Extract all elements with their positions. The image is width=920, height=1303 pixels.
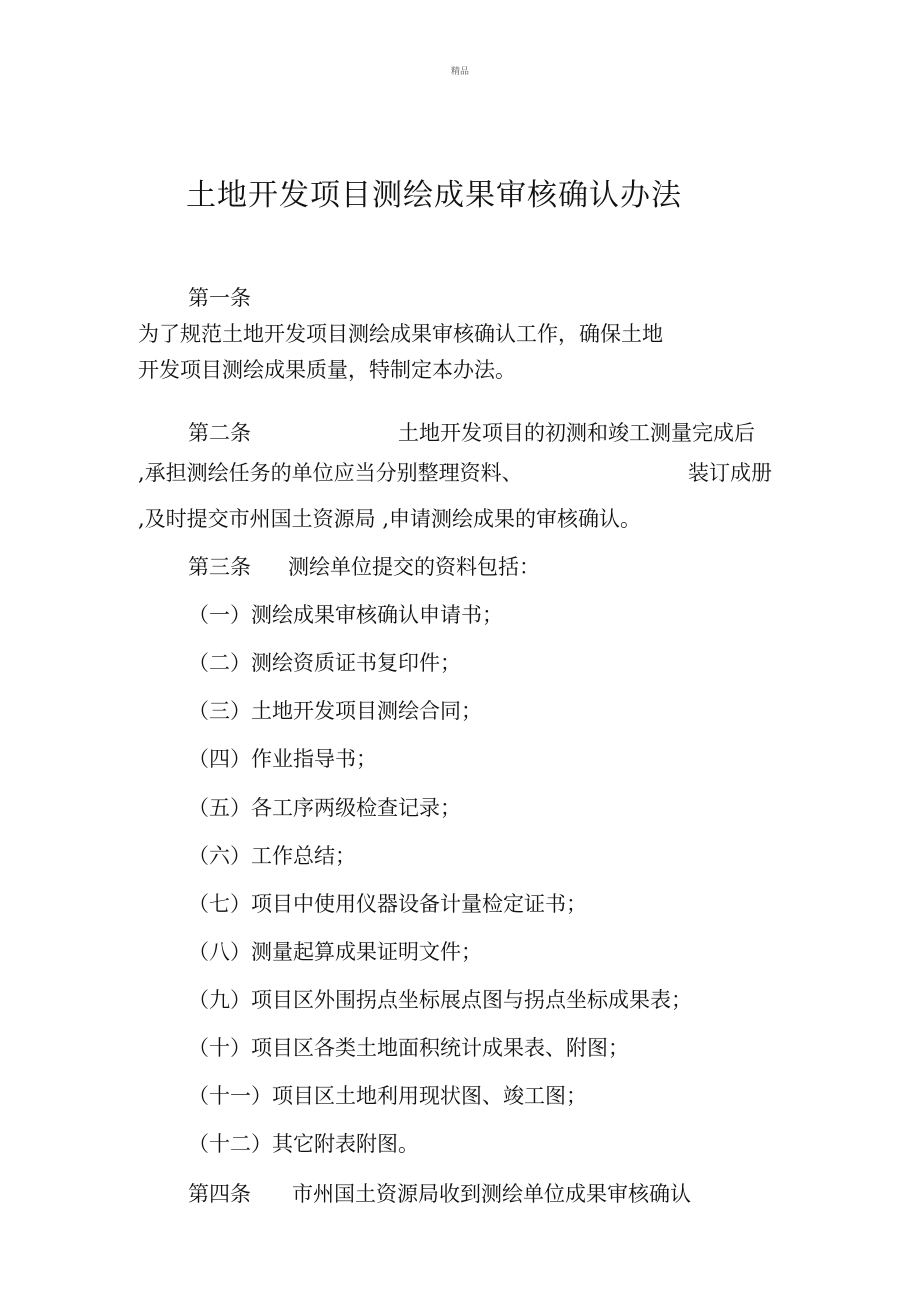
article2-line1: 土地开发项目的初测和竣工测量完成后: [398, 421, 755, 445]
article1-line2: 开发项目测绘成果质量，特制定本办法。: [138, 358, 516, 382]
list-item: （八）测量起算成果证明文件；: [188, 940, 482, 964]
list-item: （二）测绘资质证书复印件；: [188, 651, 461, 675]
article2-heading: 第二条: [188, 421, 251, 445]
article3-intro: 测绘单位提交的资料包括：: [288, 555, 540, 579]
list-item: （一）测绘成果审核确认申请书；: [188, 603, 503, 627]
list-item: （十）项目区各类土地面积统计成果表、附图；: [188, 1036, 629, 1060]
article4-heading: 第四条: [188, 1182, 251, 1206]
list-item: （三）土地开发项目测绘合同；: [188, 699, 482, 723]
list-item: （十二）其它附表附图。: [188, 1132, 419, 1156]
header-mark: 精品: [450, 67, 469, 77]
article4-text: 市州国土资源局收到测绘单位成果审核确认: [292, 1182, 691, 1206]
list-item: （四）作业指导书；: [188, 747, 377, 771]
list-item: （七）项目中使用仪器设备计量检定证书；: [188, 892, 587, 916]
article1-heading: 第一条: [188, 286, 251, 310]
document-title: 土地开发项目测绘成果审核确认办法: [186, 178, 682, 213]
list-item: （六）工作总结；: [188, 844, 356, 868]
article2-line3: ,及时提交市州国土资源局 ,申请测绘成果的审核确认。: [138, 507, 642, 531]
article2-line2-right: 装订成册: [688, 461, 772, 485]
article1-line1: 为了规范土地开发项目测绘成果审核确认工作，确保土地: [138, 322, 663, 346]
list-item: （十一）项目区土地利用现状图、竣工图；: [188, 1084, 587, 1108]
article3-heading: 第三条: [188, 555, 251, 579]
article2-line2-left: ,承担测绘任务的单位应当分别整理资料、: [138, 461, 523, 485]
list-item: （五）各工序两级检查记录；: [188, 796, 461, 820]
list-item: （九）项目区外围拐点坐标展点图与拐点坐标成果表；: [188, 988, 692, 1012]
